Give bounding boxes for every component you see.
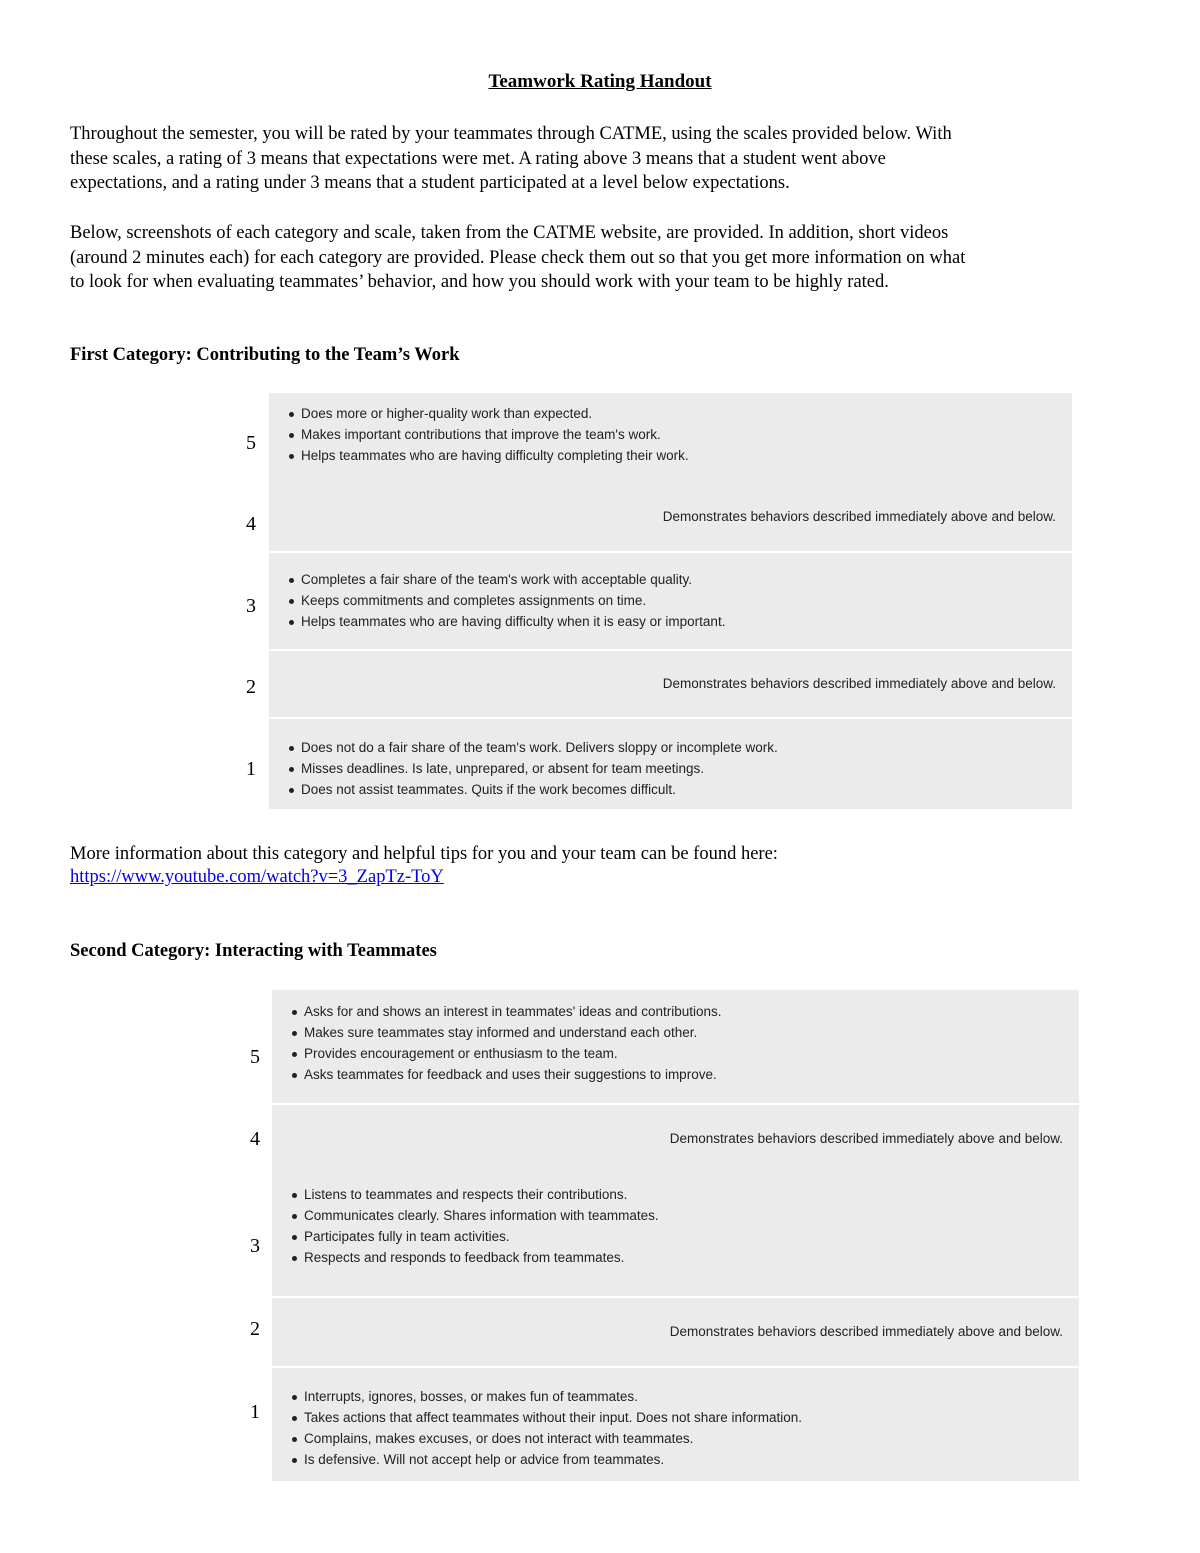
intro-paragraph-1-line: Throughout the semester, you will be rated by your teammates through CATME, using the scales provided below. With — [70, 124, 952, 144]
rating-band-1 — [272, 1368, 1079, 1481]
rating-band-2 — [269, 651, 1072, 719]
behavior-item: Completes a fair share of the team's work with acceptable quality. — [287, 569, 725, 590]
intermediate-description: Demonstrates behaviors described immediately above and below. — [662, 676, 1056, 691]
intro-paragraph-2-line: Below, screenshots of each category and scale, taken from the CATME website, are provided. In addition, short videos — [70, 223, 949, 243]
behavior-item: Makes important contributions that improve the team's work. — [287, 424, 689, 445]
behavior-item: Helps teammates who are having difficulty when it is easy or important. — [287, 611, 725, 632]
behavior-item: Takes actions that affect teammates without their input. Does not share information. — [290, 1407, 802, 1428]
rating-number: 1 — [246, 758, 256, 780]
behavior-item: Communicates clearly. Shares information with teammates. — [290, 1205, 659, 1226]
behavior-list — [287, 403, 689, 466]
rating-number: 2 — [246, 676, 256, 698]
rating-number: 3 — [250, 1235, 260, 1257]
category-heading-interacting: Second Category: Interacting with Teammates — [70, 941, 437, 961]
rating-band-5 — [269, 393, 1072, 553]
behavior-item: Misses deadlines. Is late, unprepared, or absent for team meetings. — [287, 758, 778, 779]
behavior-list — [290, 1184, 659, 1268]
intermediate-description: Demonstrates behaviors described immediately above and below. — [669, 1131, 1063, 1146]
video-link[interactable]: https://www.youtube.com/watch?v=3_ZapTz-ToY — [70, 867, 444, 887]
intermediate-description: Demonstrates behaviors described immediately above and below. — [669, 1324, 1063, 1339]
rating-scale-contributing — [269, 393, 1072, 809]
intro-paragraph-1 — [70, 122, 1140, 196]
rating-band-3 — [269, 553, 1072, 651]
more-info-block — [70, 843, 778, 889]
behavior-item: Provides encouragement or enthusiasm to the team. — [290, 1043, 722, 1064]
rating-band-5 — [272, 990, 1079, 1105]
behavior-item: Asks for and shows an interest in teammates' ideas and contributions. — [290, 1001, 722, 1022]
rating-number: 5 — [246, 432, 256, 454]
behavior-item: Asks teammates for feedback and uses their suggestions to improve. — [290, 1064, 722, 1085]
rating-number: 5 — [250, 1046, 260, 1068]
rating-number: 2 — [250, 1318, 260, 1340]
behavior-list — [290, 1386, 802, 1470]
rating-number: 1 — [250, 1401, 260, 1423]
intro-paragraph-1-line: these scales, a rating of 3 means that expectations were met. A rating above 3 means that a student went above — [70, 148, 886, 169]
intro-paragraph-2-line: to look for when evaluating teammates’ behavior, and how you should work with your team to be highly rated. — [70, 272, 889, 292]
intermediate-description: Demonstrates behaviors described immediately above and below. — [662, 509, 1056, 524]
rating-number: 4 — [246, 513, 256, 535]
rating-scale-interacting — [272, 990, 1079, 1481]
rating-band-4-3 — [272, 1105, 1079, 1298]
behavior-item: Interrupts, ignores, bosses, or makes fun of teammates. — [290, 1386, 802, 1407]
behavior-list — [287, 569, 725, 632]
behavior-list — [290, 1001, 722, 1085]
rating-band-1 — [269, 719, 1072, 809]
intro-paragraph-2-line: (around 2 minutes each) for each category are provided. Please check them out so that you get more information on what — [70, 247, 966, 268]
behavior-item: Does not do a fair share of the team's work. Delivers sloppy or incomplete work. — [287, 737, 778, 758]
behavior-item: Complains, makes excuses, or does not interact with teammates. — [290, 1428, 802, 1449]
rating-number: 4 — [250, 1128, 260, 1150]
behavior-item: Does not assist teammates. Quits if the work becomes difficult. — [287, 779, 778, 800]
behavior-item: Listens to teammates and respects their contributions. — [290, 1184, 659, 1205]
behavior-item: Helps teammates who are having difficulty completing their work. — [287, 445, 689, 466]
category-heading-contributing: First Category: Contributing to the Team’s Work — [70, 345, 460, 365]
rating-number: 3 — [246, 595, 256, 617]
behavior-list — [287, 737, 778, 800]
document-title: Teamwork Rating Handout — [488, 71, 712, 92]
rating-band-2 — [272, 1298, 1079, 1368]
behavior-item: Participates fully in team activities. — [290, 1226, 659, 1247]
more-info-text: More information about this category and helpful tips for you and your team can be found here: — [70, 844, 778, 864]
intro-paragraph-1-line: expectations, and a rating under 3 means that a student participated at a level below expectations. — [70, 173, 790, 193]
behavior-item: Is defensive. Will not accept help or advice from teammates. — [290, 1449, 802, 1470]
intro-paragraph-2 — [70, 221, 1140, 295]
behavior-item: Makes sure teammates stay informed and understand each other. — [290, 1022, 722, 1043]
behavior-item: Respects and responds to feedback from teammates. — [290, 1247, 659, 1268]
behavior-item: Keeps commitments and completes assignments on time. — [287, 590, 725, 611]
behavior-item: Does more or higher-quality work than expected. — [287, 403, 689, 424]
